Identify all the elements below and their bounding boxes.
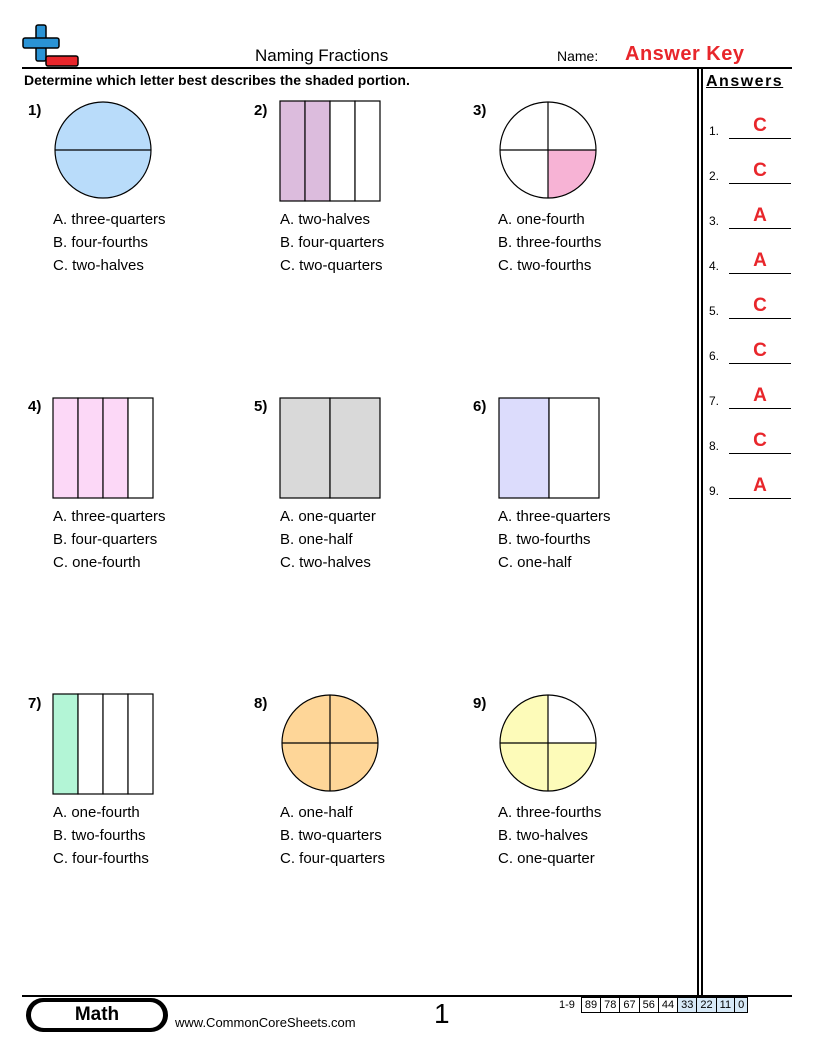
question-options (53, 208, 166, 277)
score-cell: 44 (658, 998, 677, 1013)
question-number: 2) (254, 102, 268, 119)
question-number: 6) (473, 398, 487, 415)
option-b: B. two-halves (498, 827, 589, 844)
answer-label: 4. (709, 259, 720, 273)
instructions: Determine which letter best describes the shaded portion. (24, 72, 410, 88)
answer-line (729, 363, 791, 364)
option-a: A. one-fourth (53, 804, 140, 821)
subject-label: Math (31, 1002, 163, 1028)
score-cell: 0 (735, 998, 748, 1013)
answer-line (729, 498, 791, 499)
option-b: B. four-quarters (280, 234, 385, 251)
option-c: C. one-half (498, 554, 572, 571)
option-a: A. two-halves (280, 211, 371, 228)
fraction-figure-8 (280, 693, 380, 793)
question-number: 3) (473, 102, 487, 119)
option-c: C. two-quarters (280, 257, 383, 274)
answer-line (729, 138, 791, 139)
answer-value: A (753, 385, 767, 406)
question-number: 8) (254, 695, 268, 712)
page-number: 1 (434, 998, 450, 1029)
score-range: 1-9 (559, 999, 575, 1011)
score-cell: 78 (601, 998, 620, 1013)
fraction-figure-7 (52, 693, 154, 795)
score-cell: 56 (639, 998, 658, 1013)
answer-value: A (753, 205, 767, 226)
fraction-figure-5 (279, 397, 381, 499)
option-a: A. three-quarters (498, 508, 611, 525)
answer-label: 2. (709, 169, 720, 183)
option-c: C. two-fourths (498, 257, 592, 274)
answer-value: C (753, 115, 767, 136)
question-options (498, 505, 611, 574)
page-title: Naming Fractions (255, 46, 389, 65)
name-label: Name: (557, 48, 599, 64)
option-c: C. four-quarters (280, 850, 386, 867)
answer-label: 9. (709, 484, 720, 498)
score-cell: 22 (697, 998, 716, 1013)
option-c: C. four-fourths (53, 850, 149, 867)
option-a: A. three-fourths (498, 804, 602, 821)
option-a: A. three-quarters (53, 211, 166, 228)
score-cell: 11 (716, 998, 734, 1013)
fraction-figure-9 (498, 693, 598, 793)
question-options (498, 801, 601, 870)
option-b: B. three-fourths (498, 234, 602, 251)
option-c: C. two-halves (53, 257, 144, 274)
option-b: B. two-fourths (53, 827, 146, 844)
option-c: C. two-halves (280, 554, 371, 571)
subject-badge (26, 998, 168, 1032)
option-c: C. one-quarter (498, 850, 595, 867)
answer-line (729, 273, 791, 274)
answer-key-label: Answer Key (625, 43, 745, 65)
question-number: 9) (473, 695, 487, 712)
question-options (280, 208, 384, 277)
fraction-figure-1 (53, 100, 153, 200)
answer-value: C (753, 160, 767, 181)
option-c: C. one-fourth (53, 554, 141, 571)
answer-line (729, 318, 791, 319)
option-b: B. four-fourths (53, 234, 149, 251)
answer-label: 3. (709, 214, 720, 228)
question-options (280, 505, 376, 574)
option-a: A. one-half (280, 804, 353, 821)
option-a: A. three-quarters (53, 508, 166, 525)
question-options (498, 208, 601, 277)
score-cell: 33 (678, 998, 697, 1013)
fraction-figure-2 (279, 100, 381, 202)
answer-value: A (753, 475, 767, 496)
question-number: 1) (28, 102, 42, 119)
answer-label: 7. (709, 394, 720, 408)
option-b: B. two-fourths (498, 531, 591, 548)
score-cell: 67 (620, 998, 639, 1013)
question-number: 5) (254, 398, 268, 415)
answer-value: C (753, 430, 767, 451)
plus-minus-logo (22, 24, 80, 68)
option-a: A. one-quarter (280, 508, 376, 525)
score-cell: 89 (581, 998, 600, 1013)
question-options (280, 801, 385, 870)
answer-label: 1. (709, 124, 720, 138)
answer-label: 5. (709, 304, 720, 318)
answer-value: C (753, 340, 767, 361)
answer-label: 6. (709, 349, 720, 363)
answer-value: C (753, 295, 767, 316)
fraction-figure-6 (498, 397, 600, 499)
answers-title: Answers (706, 73, 784, 90)
answer-line (729, 183, 791, 184)
option-b: B. one-half (280, 531, 353, 548)
answer-line (729, 408, 791, 409)
answer-label: 8. (709, 439, 720, 453)
question-number: 4) (28, 398, 42, 415)
fraction-figure-3 (498, 100, 598, 200)
fraction-figure-4 (52, 397, 154, 499)
website-link[interactable]: www.CommonCoreSheets.com (175, 1015, 356, 1030)
header-rule (22, 67, 792, 69)
score-table (556, 997, 748, 1013)
answer-value: A (753, 250, 767, 271)
answer-line (729, 228, 791, 229)
option-a: A. one-fourth (498, 211, 585, 228)
question-options (53, 505, 166, 574)
answers-divider (697, 67, 699, 995)
option-b: B. two-quarters (280, 827, 382, 844)
question-number: 7) (28, 695, 42, 712)
question-options (53, 801, 149, 870)
answer-line (729, 453, 791, 454)
option-b: B. four-quarters (53, 531, 158, 548)
